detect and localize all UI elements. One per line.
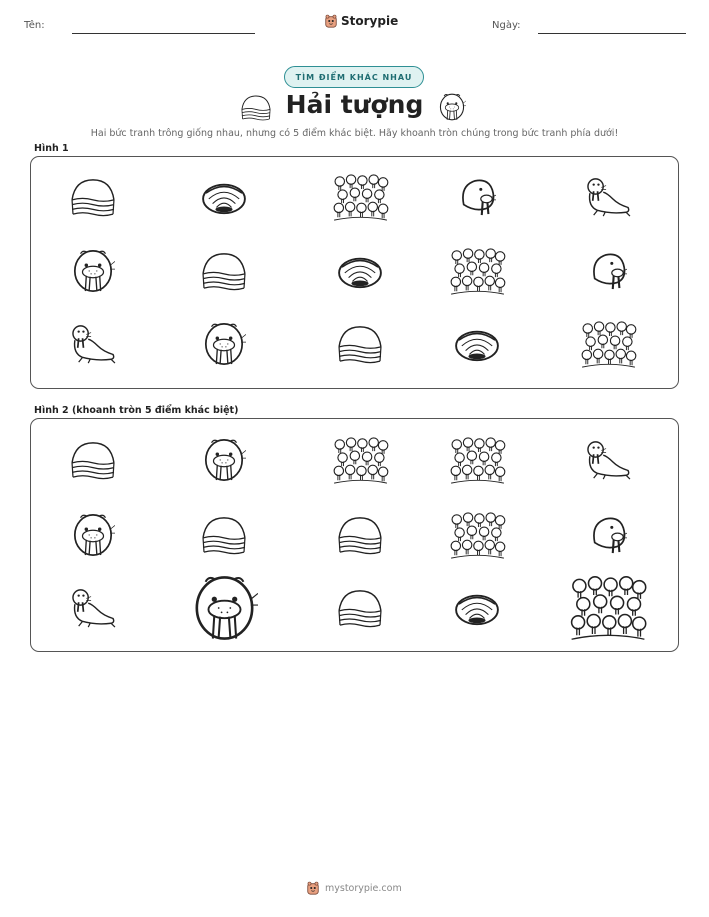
instructions: Hai bức tranh trông giống nhau, nhưng có 5 điểm khác biệt. Hãy khoanh tròn chúng trong bức tranh phía dưới! [90, 128, 619, 139]
walrus-face-icon [438, 92, 466, 122]
walrus-face-icon[interactable] [191, 573, 258, 643]
walrus-face-icon[interactable] [202, 437, 246, 483]
clam-shell-icon[interactable] [453, 589, 501, 627]
walrus-head-icon[interactable] [589, 250, 627, 292]
walrus-head-icon[interactable] [458, 176, 496, 218]
ice-block-icon[interactable] [69, 440, 117, 480]
clam-shell-icon[interactable] [453, 325, 501, 363]
walrus-herd-icon[interactable] [580, 320, 637, 369]
ice-block-icon[interactable] [336, 588, 384, 628]
footer [306, 881, 402, 895]
walrus-head-icon[interactable] [589, 514, 627, 556]
walrus-sitting-icon[interactable] [69, 587, 117, 629]
ice-block-icon[interactable] [200, 515, 248, 555]
page-title: Hải tượng [285, 90, 424, 119]
storypie-logo-icon [306, 881, 320, 895]
walrus-face-icon[interactable] [71, 248, 115, 294]
walrus-herd-icon[interactable] [449, 436, 506, 485]
footer-site[interactable]: mystorypie.com [325, 882, 402, 894]
walrus-herd-icon[interactable] [332, 436, 389, 485]
activity-badge: TÌM ĐIỂM KHÁC NHAU [284, 66, 424, 88]
walrus-sitting-icon[interactable] [584, 439, 632, 481]
ice-block-icon[interactable] [200, 251, 248, 291]
date-label: Ngày: [492, 20, 521, 31]
ice-block-icon[interactable] [69, 177, 117, 217]
ice-block-icon[interactable] [336, 324, 384, 364]
clam-shell-icon[interactable] [200, 178, 248, 216]
name-field[interactable] [72, 33, 255, 34]
walrus-herd-icon[interactable] [569, 574, 647, 642]
walrus-face-icon[interactable] [71, 512, 115, 558]
brand [324, 14, 398, 28]
clam-shell-icon[interactable] [336, 252, 384, 290]
walrus-sitting-icon[interactable] [69, 323, 117, 365]
walrus-face-icon[interactable] [202, 321, 246, 367]
picture-1-label: Hình 1 [34, 143, 69, 154]
walrus-herd-icon[interactable] [449, 247, 506, 296]
brand-name: Storypie [341, 14, 399, 28]
walrus-sitting-icon[interactable] [584, 176, 632, 218]
storypie-logo-icon [324, 14, 338, 28]
ice-block-icon[interactable] [336, 515, 384, 555]
name-label: Tên: [24, 20, 45, 31]
date-field[interactable] [538, 33, 686, 34]
picture-2-label: Hình 2 (khoanh tròn 5 điểm khác biệt) [34, 405, 239, 416]
walrus-herd-icon[interactable] [332, 173, 389, 222]
walrus-herd-icon[interactable] [449, 511, 506, 560]
